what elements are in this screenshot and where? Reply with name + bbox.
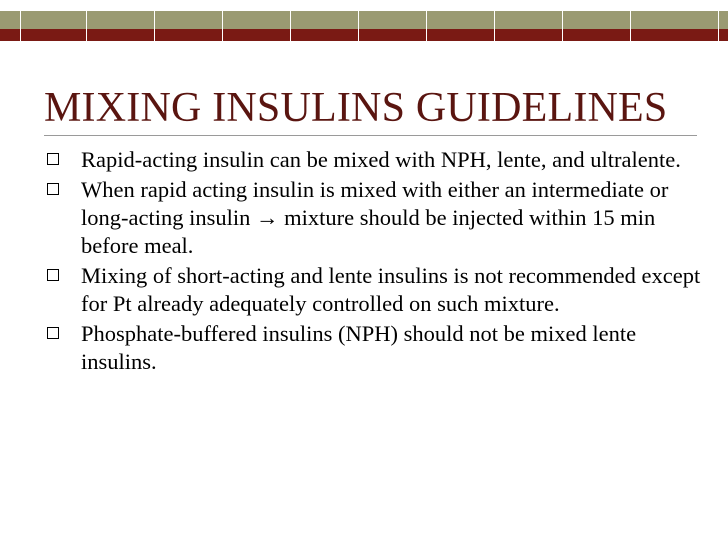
slide-title: MIXING INSULINS GUIDELINES	[44, 85, 668, 131]
band-block	[154, 29, 222, 41]
header-band-maroon-row	[0, 29, 728, 41]
bullet-text: Mixing of short-acting and lente insulins is not recommended except for Pt already adequately controlled on such mixture.	[81, 263, 701, 316]
band-block	[290, 29, 358, 41]
bullet-item	[44, 320, 704, 376]
bullet-list	[44, 146, 704, 378]
band-block	[494, 29, 562, 41]
bullet-text: Phosphate-buffered insulins (NPH) should not be mixed lente insulins.	[81, 321, 637, 374]
bullet-item	[44, 146, 704, 174]
band-block	[718, 29, 728, 41]
band-block	[630, 29, 718, 41]
band-block	[290, 10, 358, 29]
band-block	[630, 10, 718, 29]
bullet-item	[44, 176, 704, 260]
band-block	[426, 10, 494, 29]
band-block	[20, 10, 86, 29]
band-block	[20, 29, 86, 41]
decorative-header-band	[0, 0, 728, 44]
band-block	[494, 10, 562, 29]
hollow-square-bullet-icon	[47, 327, 59, 339]
band-block	[718, 10, 728, 29]
hollow-square-bullet-icon	[47, 269, 59, 281]
band-block	[0, 29, 20, 41]
hollow-square-bullet-icon	[47, 183, 59, 195]
band-block	[426, 29, 494, 41]
band-block	[358, 29, 426, 41]
bullet-text: Rapid-acting insulin can be mixed with NPH, lente, and ultralente.	[81, 147, 681, 172]
band-block	[86, 10, 154, 29]
band-block	[222, 29, 290, 41]
band-block	[562, 29, 630, 41]
band-block	[86, 29, 154, 41]
title-divider	[44, 135, 697, 136]
band-block	[562, 10, 630, 29]
band-block	[154, 10, 222, 29]
bullet-item	[44, 262, 704, 318]
header-band-olive-row	[0, 10, 728, 29]
band-block	[0, 10, 20, 29]
bullet-text: When rapid acting insulin is mixed with either an intermediate or long-acting insulin → mixture should be injected within 15 min before meal.	[81, 177, 669, 258]
band-block	[222, 10, 290, 29]
band-block	[358, 10, 426, 29]
hollow-square-bullet-icon	[47, 153, 59, 165]
